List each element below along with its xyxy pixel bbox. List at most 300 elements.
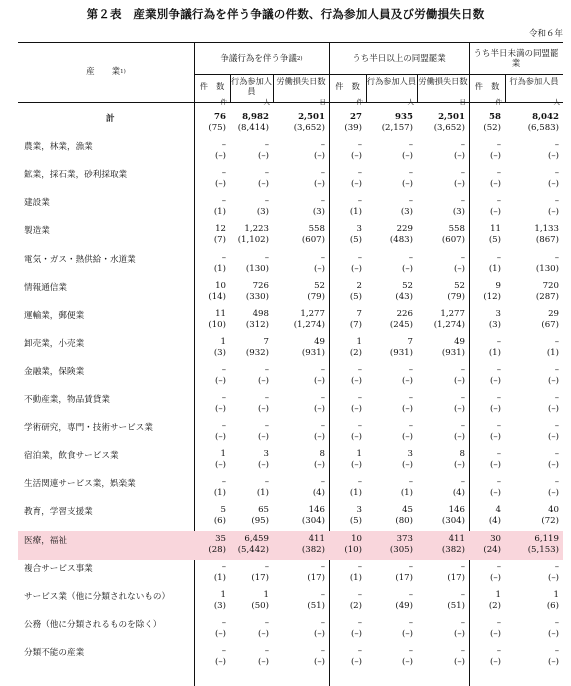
value-cell: – bbox=[357, 196, 362, 207]
prev-year-cell: (3,652) bbox=[433, 123, 465, 133]
value-cell: – bbox=[554, 364, 559, 375]
value-cell: – bbox=[408, 421, 413, 432]
prev-year-cell: (130) bbox=[245, 263, 269, 274]
value-cell: – bbox=[408, 589, 413, 600]
value-cell: 1 bbox=[263, 589, 269, 600]
prev-year-cell: (79) bbox=[447, 291, 465, 302]
prev-year-cell: (8,414) bbox=[237, 123, 269, 133]
prev-year-cell: (–) bbox=[489, 207, 501, 218]
subheader-count: 件 数 bbox=[474, 81, 500, 91]
row-label: 医療，福祉 bbox=[24, 535, 67, 546]
value-cell: – bbox=[357, 140, 362, 151]
value-cell: – bbox=[264, 393, 269, 403]
prev-year-cell: (2) bbox=[349, 347, 362, 358]
prev-year-cell: (–) bbox=[453, 432, 465, 443]
prev-year-cell: (–) bbox=[350, 404, 362, 414]
prev-year-cell: (–) bbox=[547, 404, 559, 414]
prev-year-cell: (–) bbox=[453, 263, 465, 274]
prev-year-cell: (–) bbox=[313, 432, 325, 443]
value-cell: – bbox=[357, 364, 362, 375]
value-cell: 3 bbox=[263, 449, 269, 460]
prev-year-cell: (382) bbox=[441, 544, 465, 555]
value-cell: – bbox=[221, 645, 226, 656]
prev-year-cell: (–) bbox=[453, 179, 465, 190]
era-label: 令和６年 bbox=[528, 29, 563, 39]
value-cell: 411 bbox=[308, 533, 325, 544]
value-cell: – bbox=[320, 393, 325, 403]
prev-year-cell: (–) bbox=[489, 404, 501, 414]
prev-year-cell: (2) bbox=[349, 600, 362, 611]
value-cell: – bbox=[320, 196, 325, 207]
prev-year-cell: (1) bbox=[546, 347, 559, 358]
prev-year-cell: (1) bbox=[256, 488, 269, 499]
prev-year-cell: (49) bbox=[395, 600, 413, 611]
prev-year-cell: (–) bbox=[489, 151, 501, 162]
prev-year-cell: (–) bbox=[401, 628, 413, 639]
value-cell: 8 bbox=[319, 449, 325, 460]
prev-year-cell: (28) bbox=[208, 544, 226, 555]
row-label: 教育，学習支援業 bbox=[24, 507, 93, 518]
value-cell: – bbox=[408, 617, 413, 628]
prev-year-cell: (1) bbox=[213, 488, 226, 499]
prev-year-cell: (3) bbox=[256, 207, 269, 218]
value-cell: 558 bbox=[448, 224, 465, 235]
value-cell: 1 bbox=[220, 589, 226, 600]
value-cell: 1 bbox=[356, 336, 362, 347]
prev-year-cell: (–) bbox=[313, 375, 325, 386]
prev-year-cell: (5) bbox=[349, 516, 362, 527]
value-cell: 52 bbox=[402, 280, 413, 291]
value-cell: – bbox=[496, 196, 501, 207]
prev-year-cell: (1) bbox=[349, 488, 362, 499]
subheader-count: 件 数 bbox=[335, 81, 360, 91]
prev-year-cell: (–) bbox=[313, 628, 325, 639]
value-cell: 12 bbox=[215, 224, 226, 235]
prev-year-cell: (–) bbox=[401, 179, 413, 190]
data-table bbox=[18, 42, 563, 686]
value-cell: 8,042 bbox=[532, 112, 559, 122]
value-cell: – bbox=[357, 617, 362, 628]
prev-year-cell: (245) bbox=[389, 319, 413, 330]
value-cell: – bbox=[357, 421, 362, 432]
value-cell: – bbox=[264, 364, 269, 375]
value-cell: – bbox=[264, 645, 269, 656]
value-cell: 58 bbox=[489, 112, 501, 122]
value-cell: 2,501 bbox=[438, 112, 465, 122]
value-cell: 11 bbox=[490, 224, 501, 235]
value-cell: 30 bbox=[490, 533, 501, 544]
value-cell: 2,501 bbox=[298, 112, 325, 122]
value-cell: – bbox=[554, 449, 559, 460]
prev-year-cell: (–) bbox=[313, 404, 325, 414]
value-cell: – bbox=[408, 196, 413, 207]
value-cell: – bbox=[496, 617, 501, 628]
value-cell: 7 bbox=[407, 336, 413, 347]
value-cell: 10 bbox=[215, 280, 226, 291]
prev-year-cell: (3) bbox=[213, 347, 226, 358]
value-cell: 27 bbox=[350, 112, 362, 122]
header-bottom-rule bbox=[18, 102, 563, 103]
prev-year-cell: (–) bbox=[401, 432, 413, 443]
prev-year-cell: (–) bbox=[453, 460, 465, 471]
value-cell: – bbox=[264, 252, 269, 263]
prev-year-cell: (10) bbox=[208, 319, 226, 330]
value-cell: 8,982 bbox=[242, 112, 269, 122]
header-group-all-disputes: 争議行為を伴う争議 2) bbox=[220, 54, 303, 64]
value-cell: – bbox=[357, 561, 362, 572]
value-cell: – bbox=[320, 617, 325, 628]
prev-year-cell: (–) bbox=[214, 460, 226, 471]
value-cell: 7 bbox=[356, 308, 362, 319]
value-cell: 1,223 bbox=[244, 224, 269, 235]
prev-year-cell: (12) bbox=[483, 291, 501, 302]
value-cell: – bbox=[554, 561, 559, 572]
value-cell: – bbox=[221, 168, 226, 179]
prev-year-cell: (–) bbox=[547, 460, 559, 471]
prev-year-cell: (1,274) bbox=[433, 319, 465, 330]
row-label: 電気・ガス・熱供給・水道業 bbox=[24, 254, 136, 265]
value-cell: – bbox=[460, 364, 465, 375]
subheader-divider bbox=[505, 74, 506, 102]
prev-year-cell: (–) bbox=[547, 488, 559, 499]
row-label: 情報通信業 bbox=[24, 282, 67, 293]
value-cell: 3 bbox=[356, 224, 362, 235]
prev-year-cell: (–) bbox=[214, 179, 226, 190]
prev-year-cell: (39) bbox=[344, 123, 362, 133]
row-label: 生活関連サービス業，娯楽業 bbox=[24, 479, 136, 490]
prev-year-cell: (67) bbox=[541, 319, 559, 330]
value-cell: – bbox=[408, 140, 413, 151]
value-cell: 720 bbox=[542, 280, 559, 291]
prev-year-cell: (–) bbox=[453, 375, 465, 386]
prev-year-cell: (95) bbox=[251, 516, 269, 527]
value-cell: – bbox=[460, 477, 465, 488]
value-cell: 6,459 bbox=[244, 533, 269, 544]
prev-year-cell: (–) bbox=[453, 656, 465, 667]
value-cell: 1 bbox=[220, 336, 226, 347]
value-cell: – bbox=[408, 645, 413, 656]
value-cell: 9 bbox=[495, 280, 501, 291]
subheader-participants: 行為参加人員 bbox=[231, 76, 272, 96]
table-top-rule bbox=[18, 42, 563, 43]
prev-year-cell: (7) bbox=[213, 235, 226, 246]
subheader-count: 件 数 bbox=[199, 81, 225, 91]
prev-year-cell: (–) bbox=[257, 656, 269, 667]
prev-year-cell: (–) bbox=[350, 628, 362, 639]
value-cell: 49 bbox=[454, 336, 465, 347]
value-cell: – bbox=[496, 449, 501, 460]
prev-year-cell: (–) bbox=[489, 179, 501, 190]
prev-year-cell: (–) bbox=[489, 460, 501, 471]
value-cell: – bbox=[496, 393, 501, 403]
value-cell: 1,277 bbox=[440, 308, 465, 319]
value-cell: – bbox=[357, 168, 362, 179]
value-cell: – bbox=[554, 196, 559, 207]
value-cell: – bbox=[408, 364, 413, 375]
value-cell: – bbox=[357, 645, 362, 656]
value-cell: – bbox=[221, 364, 226, 375]
value-cell: – bbox=[408, 393, 413, 403]
value-cell: – bbox=[496, 364, 501, 375]
value-cell: 935 bbox=[395, 112, 413, 122]
value-cell: 2 bbox=[356, 280, 362, 291]
prev-year-cell: (5) bbox=[349, 235, 362, 246]
value-cell: – bbox=[320, 140, 325, 151]
prev-year-cell: (–) bbox=[547, 151, 559, 162]
value-cell: – bbox=[554, 393, 559, 403]
value-cell: – bbox=[357, 393, 362, 403]
prev-year-cell: (–) bbox=[350, 151, 362, 162]
prev-year-cell: (43) bbox=[395, 291, 413, 302]
row-label: 運輸業，郵便業 bbox=[24, 310, 85, 321]
prev-year-cell: (1) bbox=[213, 207, 226, 218]
prev-year-cell: (–) bbox=[257, 179, 269, 190]
prev-year-cell: (–) bbox=[350, 432, 362, 443]
prev-year-cell: (–) bbox=[401, 375, 413, 386]
value-cell: 8 bbox=[459, 449, 465, 460]
prev-year-cell: (–) bbox=[453, 151, 465, 162]
value-cell: 558 bbox=[308, 224, 325, 235]
prev-year-cell: (3) bbox=[400, 207, 413, 218]
prev-year-cell: (17) bbox=[395, 572, 413, 583]
prev-year-cell: (1) bbox=[213, 572, 226, 583]
prev-year-cell: (304) bbox=[441, 516, 465, 527]
value-cell: – bbox=[460, 645, 465, 656]
value-cell: 40 bbox=[548, 505, 559, 516]
prev-year-cell: (–) bbox=[401, 656, 413, 667]
prev-year-cell: (312) bbox=[245, 319, 269, 330]
value-cell: – bbox=[264, 196, 269, 207]
row-label: 複合サービス事業 bbox=[24, 563, 93, 574]
value-cell: 11 bbox=[215, 308, 226, 319]
prev-year-cell: (–) bbox=[257, 432, 269, 443]
value-cell: 45 bbox=[402, 505, 413, 516]
prev-year-cell: (–) bbox=[547, 432, 559, 443]
value-cell: 7 bbox=[263, 336, 269, 347]
prev-year-cell: (51) bbox=[307, 600, 325, 611]
prev-year-cell: (–) bbox=[350, 460, 362, 471]
value-cell: 229 bbox=[396, 224, 413, 235]
subheader-divider bbox=[417, 74, 418, 102]
row-label: 卸売業，小売業 bbox=[24, 338, 85, 349]
prev-year-cell: (–) bbox=[313, 460, 325, 471]
value-cell: – bbox=[320, 168, 325, 179]
prev-year-cell: (932) bbox=[245, 347, 269, 358]
prev-year-cell: (–) bbox=[350, 179, 362, 190]
prev-year-cell: (1) bbox=[349, 572, 362, 583]
value-cell: – bbox=[320, 645, 325, 656]
prev-year-cell: (–) bbox=[547, 656, 559, 667]
value-cell: – bbox=[357, 252, 362, 263]
prev-year-cell: (–) bbox=[401, 404, 413, 414]
header-group-under-half-day: うち半日未満の同盟罷業 bbox=[473, 49, 559, 69]
prev-year-cell: (–) bbox=[453, 404, 465, 414]
prev-year-cell: (5,442) bbox=[237, 544, 269, 555]
value-cell: 5 bbox=[220, 505, 226, 516]
value-cell: 498 bbox=[252, 308, 269, 319]
prev-year-cell: (17) bbox=[251, 572, 269, 583]
prev-year-cell: (–) bbox=[313, 263, 325, 274]
value-cell: – bbox=[264, 617, 269, 628]
value-cell: 52 bbox=[454, 280, 465, 291]
row-label: 金融業，保険業 bbox=[24, 366, 85, 377]
value-cell: 3 bbox=[407, 449, 413, 460]
value-cell: – bbox=[408, 477, 413, 488]
prev-year-cell: (–) bbox=[350, 656, 362, 667]
subheader-divider bbox=[366, 74, 367, 102]
prev-year-cell: (6) bbox=[213, 516, 226, 527]
header-group-half-day-plus: うち半日以上の同盟罷業 bbox=[352, 54, 446, 64]
prev-year-cell: (–) bbox=[453, 628, 465, 639]
value-cell: 35 bbox=[215, 533, 226, 544]
value-cell: – bbox=[496, 168, 501, 179]
prev-year-cell: (–) bbox=[214, 432, 226, 443]
prev-year-cell: (–) bbox=[214, 404, 226, 414]
subheader-lost-days: 労働損失日数 bbox=[276, 76, 326, 86]
prev-year-cell: (3) bbox=[213, 600, 226, 611]
prev-year-cell: (3) bbox=[312, 207, 325, 218]
value-cell: – bbox=[554, 421, 559, 432]
prev-year-cell: (931) bbox=[441, 347, 465, 358]
prev-year-cell: (–) bbox=[489, 572, 501, 583]
value-cell: – bbox=[554, 617, 559, 628]
value-cell: – bbox=[554, 645, 559, 656]
value-cell: 65 bbox=[258, 505, 269, 516]
prev-year-cell: (483) bbox=[389, 235, 413, 246]
value-cell: – bbox=[320, 561, 325, 572]
value-cell: 29 bbox=[548, 308, 559, 319]
prev-year-cell: (52) bbox=[483, 123, 501, 133]
prev-year-cell: (287) bbox=[535, 291, 559, 302]
value-cell: – bbox=[460, 393, 465, 403]
value-cell: – bbox=[460, 168, 465, 179]
prev-year-cell: (931) bbox=[389, 347, 413, 358]
value-cell: – bbox=[496, 561, 501, 572]
value-cell: 373 bbox=[396, 533, 413, 544]
prev-year-cell: (1) bbox=[488, 263, 501, 274]
prev-year-cell: (6) bbox=[546, 600, 559, 611]
value-cell: – bbox=[408, 561, 413, 572]
value-cell: – bbox=[264, 477, 269, 488]
row-label: 分類不能の産業 bbox=[24, 647, 85, 658]
value-cell: – bbox=[320, 589, 325, 600]
value-cell: 1 bbox=[356, 449, 362, 460]
prev-year-cell: (–) bbox=[547, 572, 559, 583]
value-cell: 226 bbox=[396, 308, 413, 319]
value-cell: – bbox=[460, 252, 465, 263]
prev-year-cell: (1) bbox=[488, 347, 501, 358]
prev-year-cell: (382) bbox=[301, 544, 325, 555]
prev-year-cell: (931) bbox=[301, 347, 325, 358]
prev-year-cell: (5) bbox=[488, 235, 501, 246]
value-cell: – bbox=[554, 140, 559, 151]
value-cell: 1,133 bbox=[534, 224, 559, 235]
prev-year-cell: (–) bbox=[313, 179, 325, 190]
prev-year-cell: (51) bbox=[447, 600, 465, 611]
prev-year-cell: (75) bbox=[208, 123, 226, 133]
prev-year-cell: (–) bbox=[313, 656, 325, 667]
prev-year-cell: (1,274) bbox=[293, 319, 325, 330]
value-cell: – bbox=[221, 617, 226, 628]
prev-year-cell: (–) bbox=[489, 628, 501, 639]
prev-year-cell: (1,102) bbox=[237, 235, 269, 246]
prev-year-cell: (2) bbox=[488, 600, 501, 611]
value-cell: – bbox=[554, 336, 559, 347]
prev-year-cell: (17) bbox=[307, 572, 325, 583]
row-label: 鉱業，採石業，砂利採取業 bbox=[24, 170, 128, 181]
prev-year-cell: (867) bbox=[535, 235, 559, 246]
prev-year-cell: (–) bbox=[350, 263, 362, 274]
value-cell: – bbox=[554, 477, 559, 488]
prev-year-cell: (14) bbox=[208, 291, 226, 302]
value-cell: – bbox=[264, 168, 269, 179]
value-cell: 76 bbox=[214, 112, 226, 122]
value-cell: – bbox=[460, 589, 465, 600]
value-cell: 3 bbox=[495, 308, 501, 319]
value-cell: – bbox=[221, 561, 226, 572]
value-cell: 146 bbox=[448, 505, 465, 516]
prev-year-cell: (–) bbox=[547, 207, 559, 218]
prev-year-cell: (–) bbox=[214, 656, 226, 667]
value-cell: 52 bbox=[314, 280, 325, 291]
value-cell: – bbox=[357, 589, 362, 600]
row-label: 宿泊業，飲食サービス業 bbox=[24, 451, 119, 462]
prev-year-cell: (–) bbox=[257, 375, 269, 386]
prev-year-cell: (–) bbox=[547, 179, 559, 190]
value-cell: – bbox=[320, 421, 325, 432]
prev-year-cell: (–) bbox=[547, 628, 559, 639]
value-cell: – bbox=[264, 421, 269, 432]
value-cell: 4 bbox=[495, 505, 501, 516]
prev-year-cell: (–) bbox=[257, 628, 269, 639]
prev-year-cell: (–) bbox=[257, 404, 269, 414]
row-label: 学術研究，専門・技術サービス業 bbox=[24, 423, 153, 434]
value-cell: – bbox=[264, 561, 269, 572]
value-cell: – bbox=[221, 393, 226, 403]
table-title: 第２表 産業別争議行為を伴う争議の件数、行為参加人員及び労働損失日数 bbox=[86, 7, 485, 21]
prev-year-cell: (3,652) bbox=[293, 123, 325, 133]
prev-year-cell: (–) bbox=[214, 151, 226, 162]
value-cell: – bbox=[221, 421, 226, 432]
value-cell: 1 bbox=[220, 449, 226, 460]
prev-year-cell: (1) bbox=[349, 207, 362, 218]
value-cell: – bbox=[320, 477, 325, 488]
prev-year-cell: (50) bbox=[251, 600, 269, 611]
value-cell: – bbox=[496, 140, 501, 151]
prev-year-cell: (17) bbox=[447, 572, 465, 583]
value-cell: – bbox=[496, 421, 501, 432]
row-label: 建設業 bbox=[24, 198, 50, 209]
value-cell: 1 bbox=[495, 589, 501, 600]
prev-year-cell: (304) bbox=[301, 516, 325, 527]
row-label: サービス業（他に分類されないもの） bbox=[24, 591, 171, 602]
value-cell: – bbox=[460, 140, 465, 151]
value-cell: – bbox=[496, 336, 501, 347]
prev-year-cell: (–) bbox=[401, 263, 413, 274]
value-cell: – bbox=[408, 252, 413, 263]
prev-year-cell: (–) bbox=[489, 375, 501, 386]
prev-year-cell: (330) bbox=[245, 291, 269, 302]
value-cell: – bbox=[221, 196, 226, 207]
prev-year-cell: (10) bbox=[344, 544, 362, 555]
prev-year-cell: (–) bbox=[401, 460, 413, 471]
value-cell: 1 bbox=[553, 589, 559, 600]
prev-year-cell: (1) bbox=[400, 488, 413, 499]
value-cell: – bbox=[264, 140, 269, 151]
row-label: 製造業 bbox=[24, 226, 50, 237]
prev-year-cell: (–) bbox=[547, 375, 559, 386]
prev-year-cell: (79) bbox=[307, 291, 325, 302]
